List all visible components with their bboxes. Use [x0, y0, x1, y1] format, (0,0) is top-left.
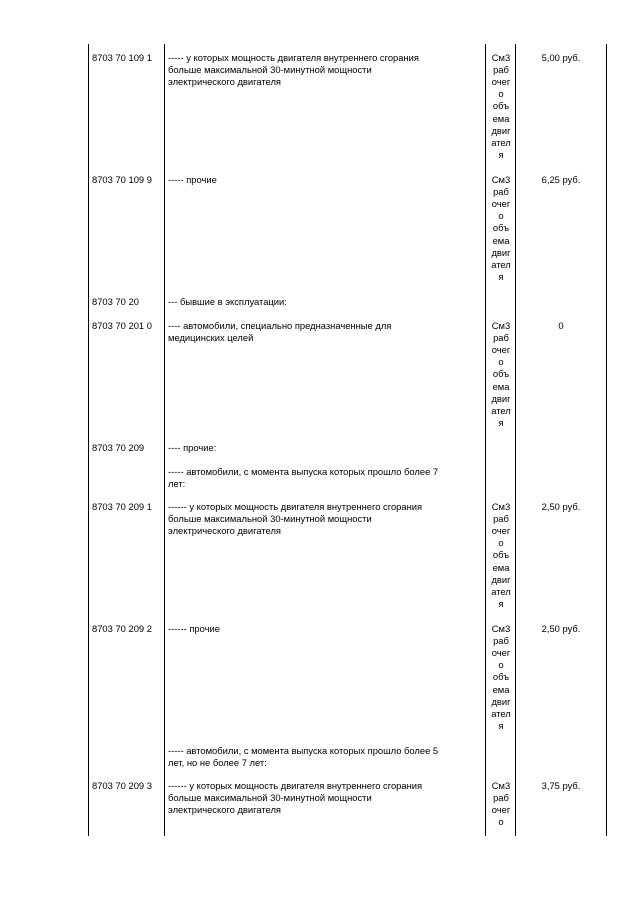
row-description-line: ----- автомобили, с момента выпуска которых прошло более 5 [168, 745, 439, 756]
row-unit-line: ема [492, 234, 510, 246]
row-rate: 2,50 руб. [541, 501, 581, 512]
row-code: 8703 70 209 1 [92, 501, 152, 512]
row-unit-line: я [498, 270, 504, 282]
row-unit-line: двиг [491, 392, 511, 404]
row-rate: 6,25 руб. [541, 174, 581, 185]
row-rate: 5,00 руб. [541, 52, 581, 63]
row-unit-line: я [498, 597, 504, 609]
row-description-line: электрического двигателя [168, 804, 281, 816]
row-description-line: лет: [168, 478, 186, 490]
row-unit-line: раб [493, 635, 509, 647]
row-unit-line: См3 [491, 501, 511, 512]
row-unit-line: очег [491, 344, 511, 356]
row-description-line: электрического двигателя [168, 525, 281, 537]
row-unit-line: о [498, 816, 504, 828]
row-unit-line: я [498, 719, 504, 731]
row-unit-line: раб [493, 332, 509, 344]
row-code: 8703 70 20 [92, 296, 139, 307]
row-description-line: ------ у которых мощность двигателя внутреннего сгорания [168, 780, 423, 791]
row-unit-line: См3 [491, 780, 511, 791]
row-unit-line: объ [492, 368, 510, 380]
row-code: 8703 70 109 1 [92, 52, 152, 63]
row-unit-line: объ [492, 671, 510, 683]
row-description-line: ------ у которых мощность двигателя внутреннего сгорания [168, 501, 423, 512]
row-description-line: лет, но не более 7 лет: [168, 757, 267, 769]
row-unit-line: очег [491, 76, 511, 88]
row-unit-line: раб [493, 64, 509, 76]
row-description-line: ------ прочие [168, 623, 220, 634]
row-rate: 3,75 руб. [541, 780, 581, 791]
row-code: 8703 70 201 0 [92, 320, 152, 331]
column-divider-description [485, 44, 486, 836]
row-unit-line: ател [491, 585, 511, 597]
table-border-right [606, 44, 607, 836]
row-unit-line: очег [491, 647, 511, 659]
row-unit-line: объ [492, 222, 510, 234]
row-unit-line: очег [491, 525, 511, 537]
row-description-line: ---- автомобили, специально предназначенные для [168, 320, 392, 331]
row-unit-line: ема [492, 112, 510, 124]
row-unit-line: раб [493, 513, 509, 525]
row-unit-line: я [498, 148, 504, 160]
row-unit-line: о [498, 88, 504, 100]
row-unit-line: раб [493, 186, 509, 198]
row-description-line: медицинских целей [168, 332, 254, 344]
row-unit-line: я [498, 416, 504, 428]
row-unit-line: См3 [491, 623, 511, 634]
row-code: 8703 70 209 2 [92, 623, 152, 634]
row-unit-line: о [498, 210, 504, 222]
row-description-line: больше максимальной 30-минутной мощности [168, 513, 372, 525]
row-unit-line: раб [493, 792, 509, 804]
table-border-left [88, 44, 89, 836]
column-divider-unit [515, 44, 516, 836]
row-description-line: ----- прочие [168, 174, 217, 185]
row-unit-line: очег [491, 198, 511, 210]
row-description-line: больше максимальной 30-минутной мощности [168, 64, 372, 76]
row-code: 8703 70 109 9 [92, 174, 152, 185]
column-divider-code [164, 44, 165, 836]
row-unit-line: о [498, 537, 504, 549]
row-unit-line: очег [491, 804, 511, 816]
row-rate: 0 [558, 320, 564, 331]
row-rate: 2,50 руб. [541, 623, 581, 634]
row-unit-line: о [498, 356, 504, 368]
row-description-line: электрического двигателя [168, 76, 281, 88]
row-unit-line: См3 [491, 320, 511, 331]
row-unit-line: См3 [491, 174, 511, 185]
row-unit-line: ема [492, 380, 510, 392]
row-description-line: ---- прочие: [168, 442, 217, 453]
row-code: 8703 70 209 [92, 442, 145, 453]
row-unit-line: объ [492, 100, 510, 112]
row-description-line: ----- автомобили, с момента выпуска которых прошло более 7 [168, 466, 439, 477]
row-code: 8703 70 209 3 [92, 780, 152, 791]
row-unit-line: ател [491, 136, 511, 148]
row-description-line: ----- у которых мощность двигателя внутреннего сгорания [168, 52, 419, 63]
row-unit-line: ател [491, 258, 511, 270]
row-unit-line: объ [492, 549, 510, 561]
row-unit-line: ател [491, 707, 511, 719]
row-unit-line: ема [492, 561, 510, 573]
row-unit-line: ема [492, 683, 510, 695]
row-unit-line: о [498, 659, 504, 671]
row-unit-line: ател [491, 404, 511, 416]
row-unit-line: двиг [491, 573, 511, 585]
row-unit-line: двиг [491, 246, 511, 258]
row-unit-line: двиг [491, 695, 511, 707]
row-unit-line: двиг [491, 124, 511, 136]
row-description-line: --- бывшие в эксплуатации: [168, 296, 287, 307]
row-description-line: больше максимальной 30-минутной мощности [168, 792, 372, 804]
row-unit-line: См3 [491, 52, 511, 63]
